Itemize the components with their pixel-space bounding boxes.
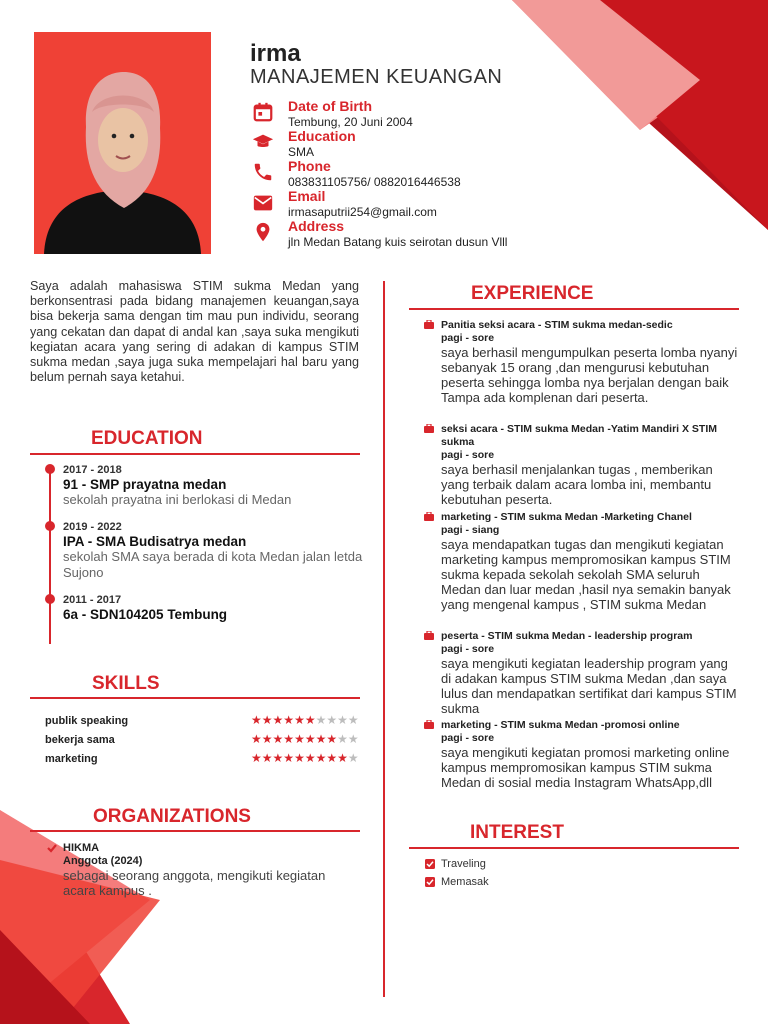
location-pin-icon bbox=[252, 221, 274, 243]
experience-title: peserta - STIM sukma Medan - leadership program pagi - sore bbox=[441, 630, 693, 655]
star-filled-icon: ★ bbox=[261, 751, 273, 765]
skill-rating bbox=[251, 713, 359, 727]
star-filled-icon: ★ bbox=[272, 732, 284, 746]
skills-heading: SKILLS bbox=[92, 673, 160, 694]
interest-item: Traveling bbox=[441, 858, 486, 870]
email-icon bbox=[252, 192, 274, 214]
person-name: irma bbox=[250, 40, 301, 67]
graduation-cap-icon bbox=[252, 131, 274, 153]
education-timeline bbox=[49, 468, 51, 644]
organizations-heading: ORGANIZATIONS bbox=[93, 806, 251, 827]
skill-name: marketing bbox=[45, 753, 98, 765]
star-filled-icon: ★ bbox=[294, 713, 305, 727]
timeline-dot bbox=[45, 521, 55, 531]
experience-divider bbox=[409, 308, 739, 310]
skill-name: publik speaking bbox=[45, 715, 129, 727]
education-years: 2011 - 2017 bbox=[63, 594, 122, 606]
timeline-dot bbox=[45, 594, 55, 604]
dob-value: Tembung, 20 Juni 2004 bbox=[288, 115, 413, 129]
education-years: 2017 - 2018 bbox=[63, 464, 122, 476]
phone-value: 083831105756/ 0882016446538 bbox=[288, 175, 461, 189]
phone-icon bbox=[252, 161, 274, 183]
star-filled-icon: ★ bbox=[283, 713, 295, 727]
interest-item: Memasak bbox=[441, 876, 489, 888]
organizations-divider bbox=[30, 830, 360, 832]
experience-heading: EXPERIENCE bbox=[471, 283, 594, 304]
star-empty-icon: ★ bbox=[347, 751, 359, 765]
experience-title: marketing - STIM sukma Medan -promosi online pagi - sore bbox=[441, 719, 680, 744]
star-empty-icon: ★ bbox=[315, 713, 327, 727]
experience-description: saya mendapatkan tugas dan mengikuti kegiatan marketing kampus mempromosikan kampus STIM sukma kepada sekolah sekolah SMA seluruh Medan dan luar medan ,hasil nya semakin banyak yang mengenal kampus , STIM sukma Medan bbox=[441, 537, 731, 612]
experience-description: saya mengikuti kegiatan promosi marketing online kampus mempromosikan kampus STIM sukma Medan di sosial media Instagram WhatsApp,dll bbox=[441, 745, 730, 790]
experience-description: saya mengikuti kegiatan leadership program yang di adakan kampus STIM sukma Medan ,dan saya lulus dan mendapatkan sertifikat dari kampus STIM sukma bbox=[441, 656, 737, 716]
star-filled-icon: ★ bbox=[337, 751, 348, 765]
star-filled-icon: ★ bbox=[326, 732, 338, 746]
column-divider bbox=[383, 281, 385, 997]
experience-title: Panitia seksi acara - STIM sukma medan-sedic pagi - sore bbox=[441, 319, 673, 344]
briefcase-icon bbox=[424, 720, 434, 729]
star-filled-icon: ★ bbox=[304, 751, 316, 765]
check-icon bbox=[47, 843, 57, 853]
organization-name: HIKMA bbox=[63, 842, 100, 854]
organization-role: Anggota (2024) bbox=[63, 855, 143, 867]
organization-description: sebagai seorang anggota, mengikuti kegiatan acara kampus . bbox=[63, 868, 326, 898]
person-title: MANAJEMEN KEUANGAN bbox=[250, 66, 503, 88]
timeline-dot bbox=[45, 464, 55, 474]
education-years: 2019 - 2022 bbox=[63, 521, 122, 533]
star-empty-icon: ★ bbox=[337, 732, 348, 746]
star-filled-icon: ★ bbox=[251, 713, 262, 727]
experience-description: saya berhasil mengumpulkan peserta lomba nyanyi sebanyak 15 orang ,dan mengurusi kebutuhan peserta sehingga lomba nya berjalan dengan baik Tampa ada komplenan dari peserta. bbox=[441, 345, 738, 405]
star-empty-icon: ★ bbox=[337, 713, 348, 727]
star-filled-icon: ★ bbox=[326, 751, 338, 765]
briefcase-icon bbox=[424, 320, 434, 329]
email-label: Email bbox=[288, 188, 326, 204]
star-filled-icon: ★ bbox=[272, 713, 284, 727]
about-text: Saya adalah mahasiswa STIM sukma Medan yang berkonsentrasi pada bidang manajemen keuangan,saya bisa bekerja sama dengan tim mau pun individu, seorang yang cekatan dan dapat di andal kan ,saya suka mengikuti kegiatan acara yang sering di adakan di kampus STIM sukma medan ,saya juga suka mempelajari hal baru yang belum pernah saya ketahui. bbox=[30, 279, 359, 385]
briefcase-icon bbox=[424, 631, 434, 640]
interest-heading: INTEREST bbox=[470, 822, 564, 843]
education-school: IPA - SMA Budisatrya medan bbox=[63, 534, 247, 549]
star-filled-icon: ★ bbox=[294, 751, 305, 765]
skills-divider bbox=[30, 697, 360, 699]
email-value: irmasaputrii254@gmail.com bbox=[288, 205, 437, 219]
profile-photo bbox=[34, 32, 211, 254]
star-filled-icon: ★ bbox=[251, 732, 262, 746]
star-filled-icon: ★ bbox=[315, 751, 327, 765]
star-filled-icon: ★ bbox=[283, 732, 295, 746]
skill-name: bekerja sama bbox=[45, 734, 115, 746]
education-divider bbox=[30, 453, 360, 455]
star-filled-icon: ★ bbox=[304, 732, 316, 746]
star-filled-icon: ★ bbox=[251, 751, 262, 765]
experience-title: seksi acara - STIM sukma Medan -Yatim Mandiri X STIM sukma pagi - sore bbox=[441, 423, 718, 461]
star-filled-icon: ★ bbox=[261, 732, 273, 746]
education-label: Education bbox=[288, 128, 356, 144]
phone-label: Phone bbox=[288, 158, 331, 174]
star-filled-icon: ★ bbox=[294, 732, 305, 746]
address-value: jln Medan Batang kuis seirotan dusun Vlll bbox=[288, 235, 508, 249]
star-filled-icon: ★ bbox=[261, 713, 273, 727]
star-filled-icon: ★ bbox=[304, 713, 316, 727]
experience-title: marketing - STIM sukma Medan -Marketing Chanel pagi - siang bbox=[441, 511, 692, 536]
calendar-icon bbox=[252, 101, 274, 123]
star-filled-icon: ★ bbox=[283, 751, 295, 765]
education-school: 91 - SMP prayatna medan bbox=[63, 477, 227, 492]
education-description: sekolah prayatna ini berlokasi di Medan bbox=[63, 492, 292, 507]
briefcase-icon bbox=[424, 424, 434, 433]
skill-rating bbox=[251, 751, 359, 765]
star-empty-icon: ★ bbox=[347, 732, 359, 746]
education-value: SMA bbox=[288, 145, 315, 159]
dob-label: Date of Birth bbox=[288, 98, 372, 114]
checkbox-icon bbox=[425, 877, 435, 887]
star-filled-icon: ★ bbox=[315, 732, 327, 746]
education-description: sekolah SMA saya berada di kota Medan jalan letda Sujono bbox=[63, 549, 363, 580]
address-label: Address bbox=[288, 218, 345, 234]
education-heading: EDUCATION bbox=[91, 428, 203, 449]
skill-rating bbox=[251, 732, 359, 746]
star-filled-icon: ★ bbox=[272, 751, 284, 765]
star-empty-icon: ★ bbox=[326, 713, 338, 727]
experience-description: saya berhasil menjalankan tugas , memberikan yang terbaik dalam acara lomba ini, membantu kebutuhan peserta. bbox=[441, 462, 713, 507]
education-school: 6a - SDN104205 Tembung bbox=[63, 607, 228, 622]
interest-divider bbox=[409, 847, 739, 849]
star-empty-icon: ★ bbox=[347, 713, 359, 727]
briefcase-icon bbox=[424, 512, 434, 521]
checkbox-icon bbox=[425, 859, 435, 869]
